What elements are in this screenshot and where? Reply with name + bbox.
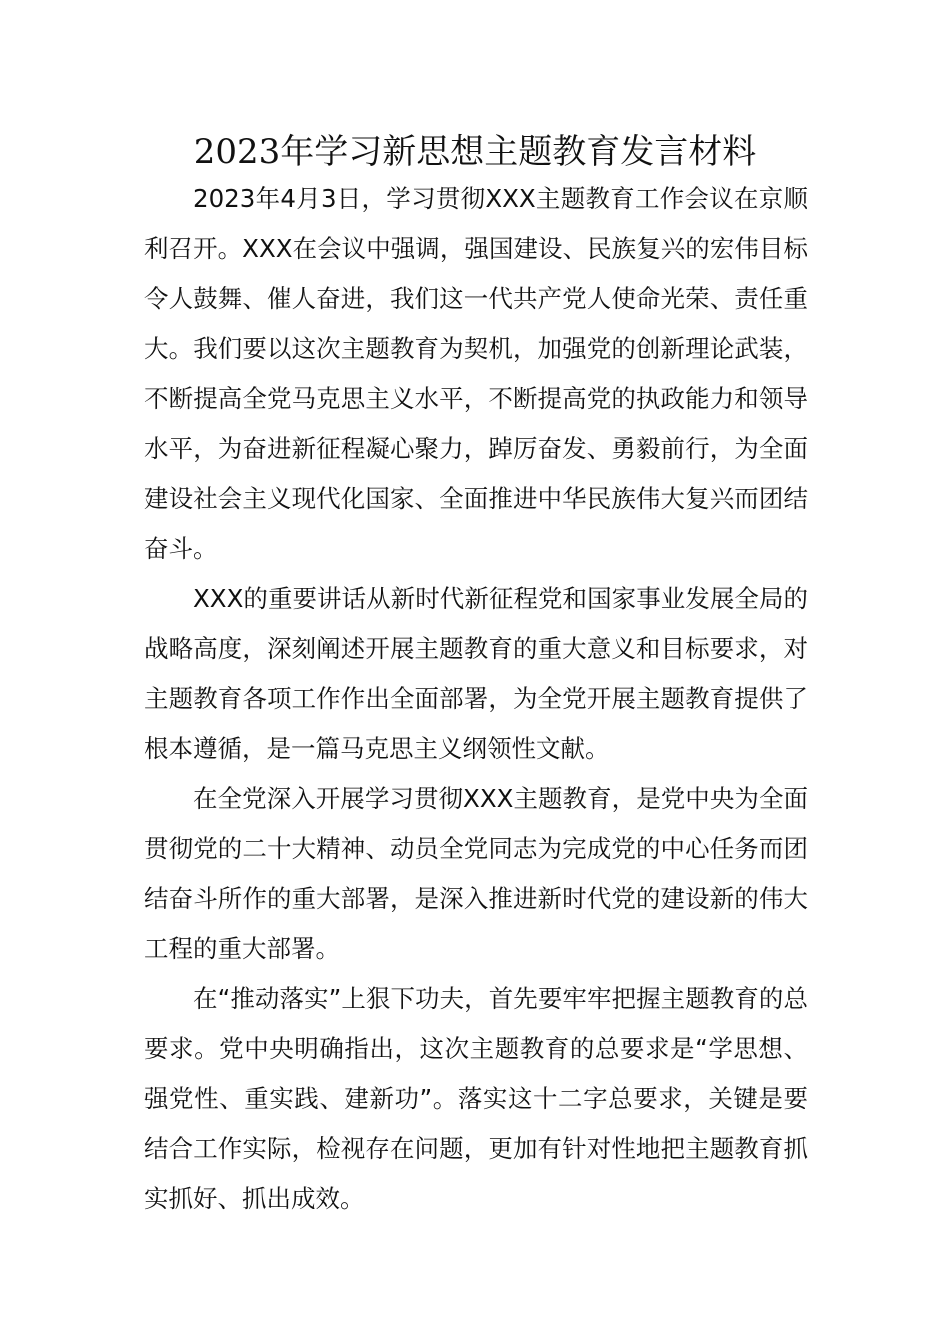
paragraph-4: 在“推动落实”上狠下功夫，首先要牢牢把握主题教育的总要求。党中央明确指出，这次主题教育的总要求是“学思想、强党性、重实践、建新功”。落实这十二字总要求，关键是要结合工作实际，检视存在问题，更加有针对性地把主题教育抓实抓好、抓出成效。 xyxy=(144,984,808,1213)
paragraph-1: 2023年4月3日，学习贯彻XXX主题教育工作会议在京顺利召开。XXX在会议中强调，强国建设、民族复兴的宏伟目标令人鼓舞、催人奋进，我们这一代共产党人使命光荣、责任重大。我们要以这次主题教育为契机，加强党的创新理论武装，不断提高全党马克思主义水平，不断提高党的执政能力和领导水平，为奋进新征程凝心聚力，踔厉奋发、勇毅前行，为全面建设社会主义现代化国家、全面推进中华民族伟大复兴而团结奋斗。 xyxy=(144,184,808,563)
document-body xyxy=(144,174,808,1224)
paragraph-2: XXX的重要讲话从新时代新征程党和国家事业发展全局的战略高度，深刻阐述开展主题教育的重大意义和目标要求，对主题教育各项工作作出全面部署，为全党开展主题教育提供了根本遵循，是一篇马克思主义纲领性文献。 xyxy=(144,584,808,763)
document-title: 2023年学习新思想主题教育发言材料 xyxy=(193,132,757,172)
paragraph-3: 在全党深入开展学习贯彻XXX主题教育，是党中央为全面贯彻党的二十大精神、动员全党同志为完成党的中心任务而团结奋斗所作的重大部署，是深入推进新时代党的建设新的伟大工程的重大部署。 xyxy=(144,784,808,963)
